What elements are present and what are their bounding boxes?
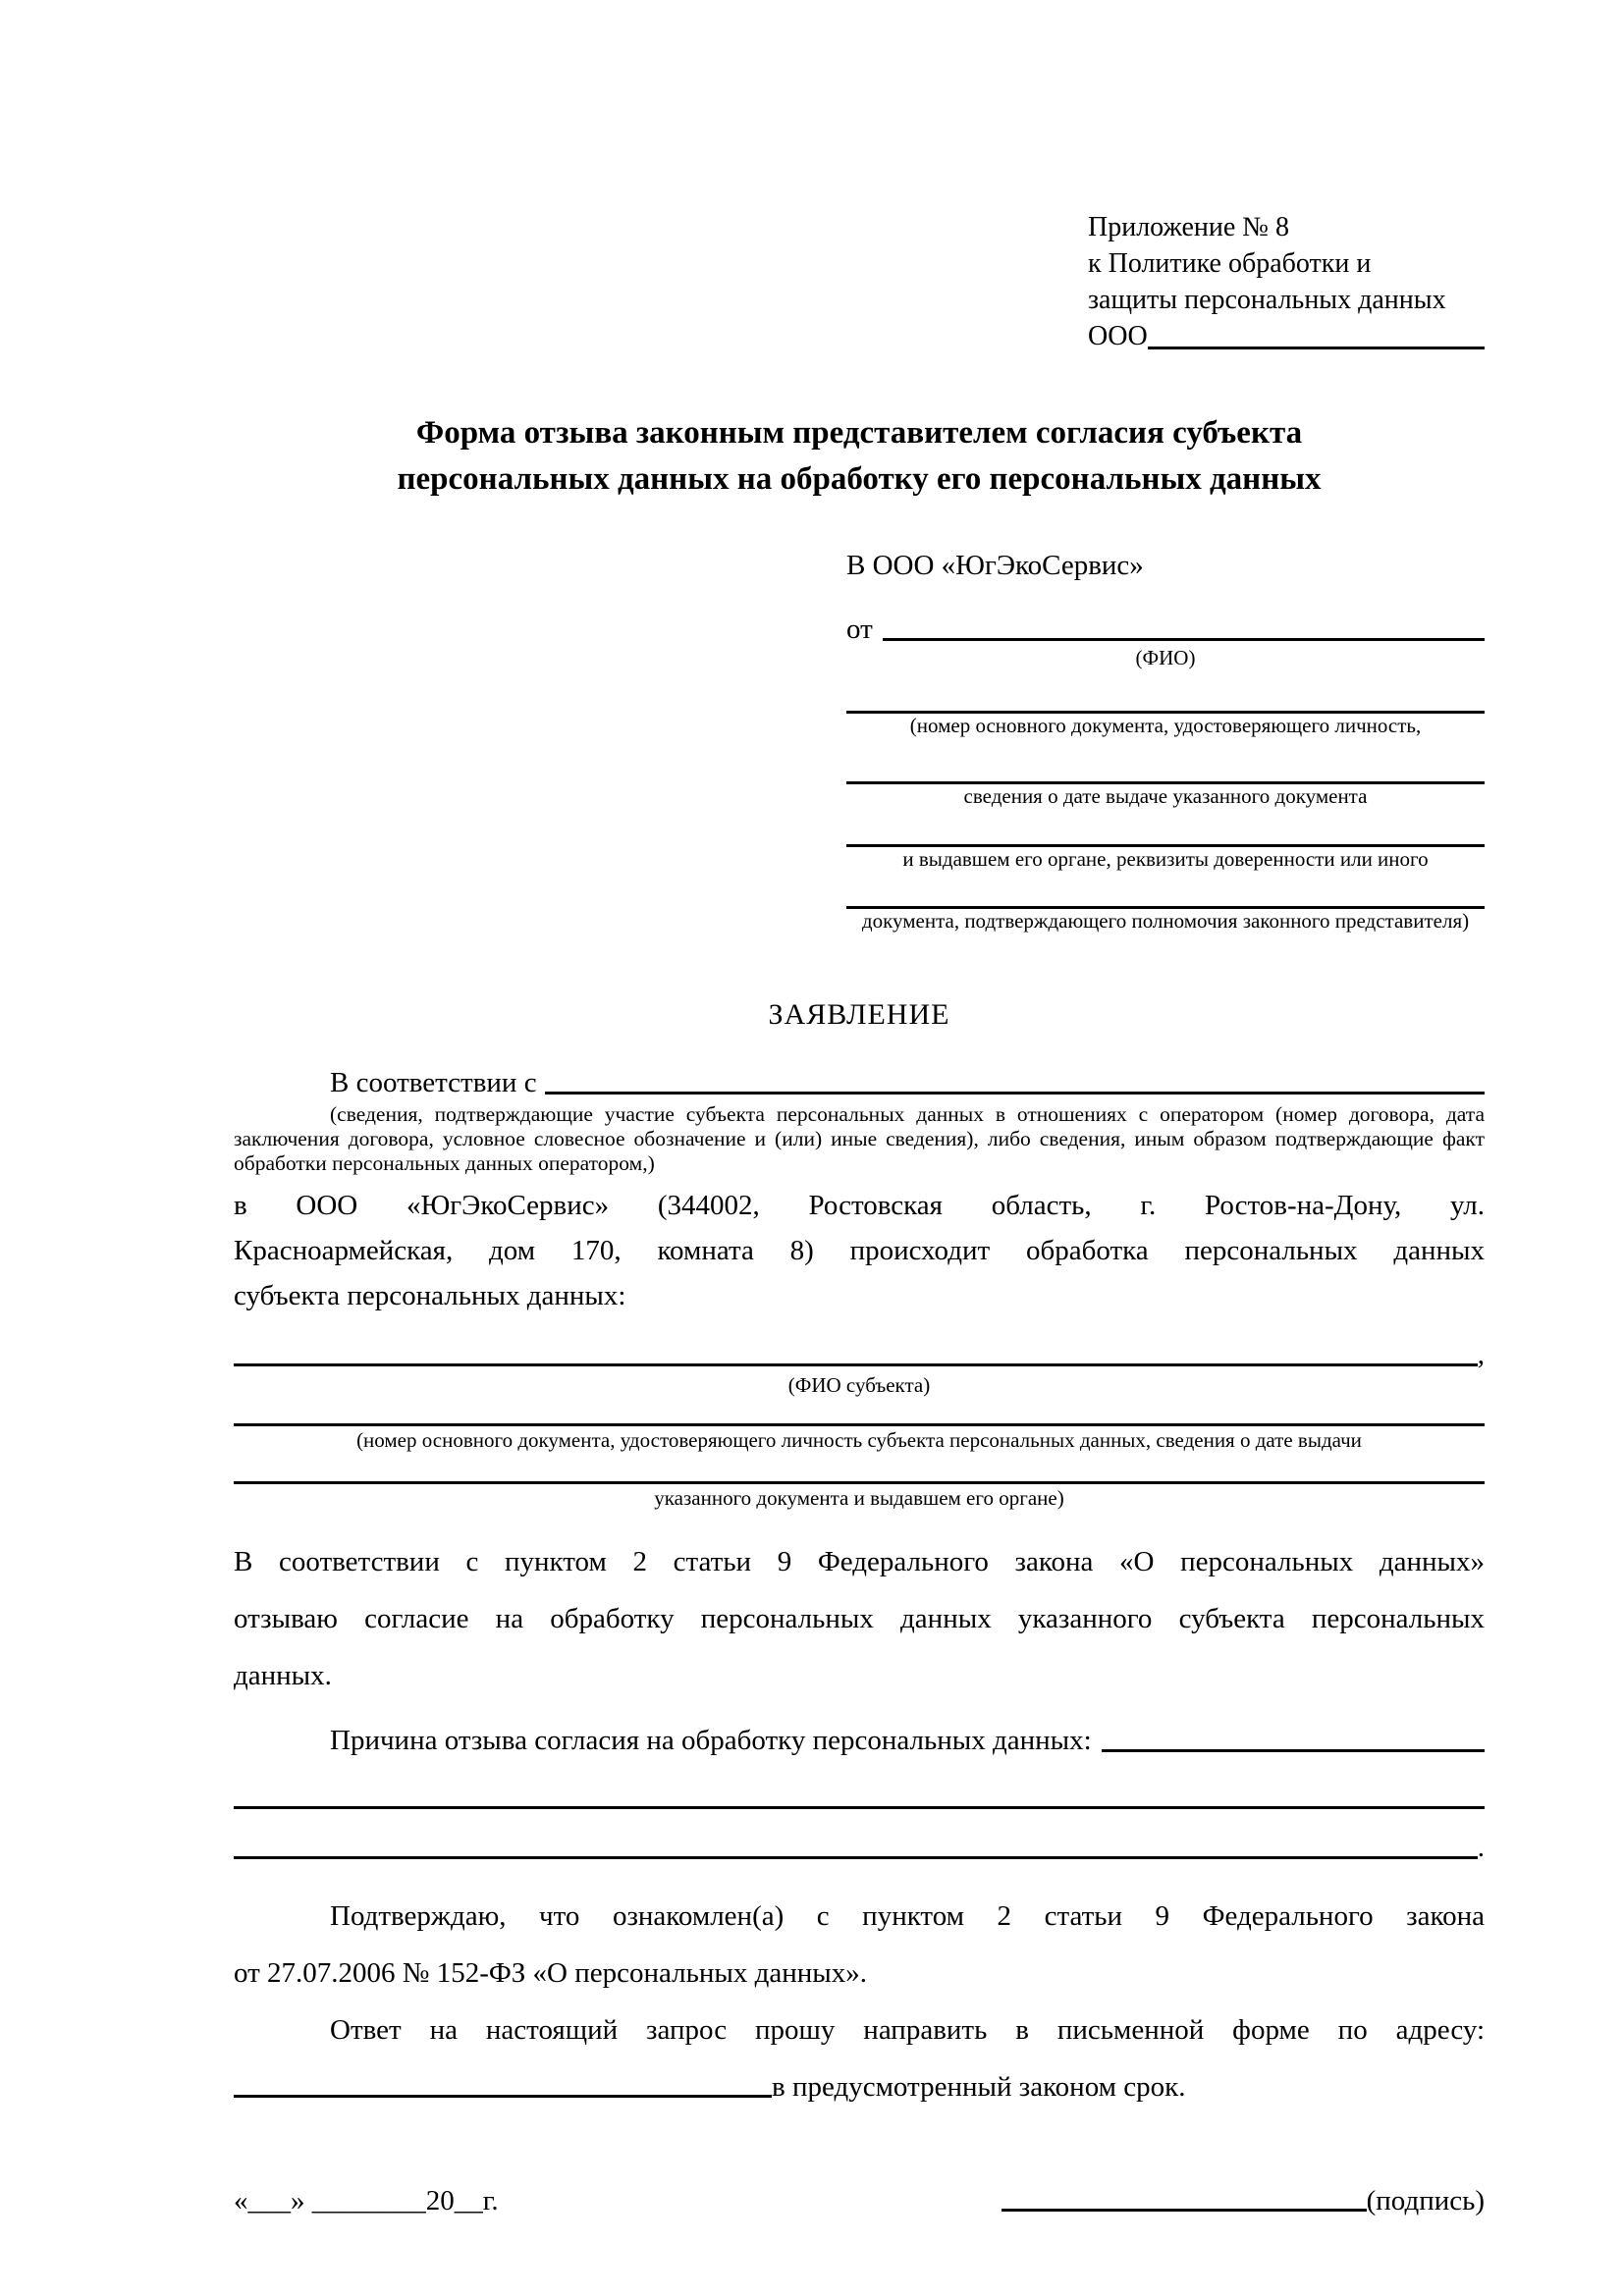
operator-note: (сведения, подтверждающие участие субъекта персональных данных в отношениях с оператором (номер договора, дата заключения договора, условное словесное обозначение и (или) иные сведения), либо сведения, иным образом подтверждающие факт обработки персональных данных оператором,) [234,1102,1485,1175]
reason-free-line-2-row [234,1829,1485,1864]
title-line-2: персональных данных на обработку его персональных данных [397,461,1322,497]
annex-line-3: защиты персональных данных [1088,285,1446,315]
processing-line-1: в ООО «ЮгЭкоСервис» (344002, Ростовская область, г. Ростов-на-Дону, ул. [234,1190,1485,1221]
signature-group [1001,2185,1485,2217]
doc-caption-3: и выдавшем его органе, реквизиты доверенности или иного [902,847,1429,871]
reason-row [234,1714,1485,1757]
in-accordance-blank-line [545,1092,1485,1095]
reply-address-row [234,2060,1485,2104]
confirmation-line-2: от 27.07.2006 № 152-ФЗ «О персональных данных». [234,1957,868,1989]
title-line-1: Форма отзыва законным представителем согласия субъекта [415,415,1303,451]
subject-fio-comma: , [1477,1339,1485,1370]
processing-paragraph [234,1183,1485,1318]
ooo-blank-line [1148,347,1485,349]
processing-line-3: субъекта персональных данных: [234,1280,626,1311]
confirmation-line-1: Подтверждаю, что ознакомлен(а) с пунктом 2 статьи 9 Федерального закона [330,1900,1485,1932]
from-blank-line [883,638,1485,641]
date-field: «___» ________20__г. [234,2185,499,2216]
in-accordance-label: В соответствии с [330,1067,537,1098]
doc-caption-2: сведения о дате выдаче указанного документа [963,784,1368,808]
withdrawal-line-1: В соответствии с пунктом 2 статьи 9 Федерального закона «О персональных данных» [234,1546,1485,1577]
signature-blank-line [1001,2209,1367,2212]
form-title [234,410,1485,503]
reply-paragraph [234,2002,1485,2058]
confirmation-paragraph [234,1888,1485,2002]
annex-note [1088,0,1485,354]
from-label: от [846,614,873,645]
annex-line-2: к Политике обработки и [1088,248,1372,279]
annex-ooo-row [1088,318,1485,354]
reply-tail: в предусмотренный законом срок. [772,2071,1186,2103]
subject-doc-caption-2: указанного документа и выдавшем его органе) [654,1486,1064,1510]
withdrawal-line-2: отзываю согласие на обработку персональных данных указанного субъекта персональных [234,1603,1485,1634]
doc-caption-4: документа, подтверждающего полномочия законного представителя) [861,909,1470,933]
withdrawal-line-3: данных. [234,1660,332,1691]
doc-caption-1: (номер основного документа, удостоверяющего личность, [909,714,1422,737]
reply-line: Ответ на настоящий запрос прошу направить в письменной форме по адресу: [330,2014,1485,2046]
subject-fio-caption: (ФИО субъекта) [787,1373,931,1397]
in-accordance-row [234,1060,1485,1099]
statement-heading: ЗАЯВЛЕНИЕ [768,998,950,1031]
reply-address-blank-line [234,2095,772,2098]
from-row [846,601,1485,646]
subject-fio-blank-line [234,1363,1478,1366]
subject-fio-row [234,1336,1485,1371]
ooo-label: ООО [1088,321,1148,351]
signature-caption: (подпись) [1366,2185,1485,2216]
addressee-block [846,546,1485,933]
fio-caption: (ФИО) [1135,646,1196,669]
withdrawal-paragraph [234,1533,1485,1704]
footer-row [234,2174,1485,2217]
reason-blank-line [1102,1749,1485,1752]
reason-free-line-1 [234,1806,1485,1809]
reason-free-line-2 [234,1856,1478,1859]
reason-period: . [1477,1832,1485,1863]
addressee-company: В ООО «ЮгЭкоСервис» [846,550,1144,581]
subject-doc-caption-1: (номер основного документа, удостоверяющего личность субъекта персональных данных, сведения о дате выдачи [356,1428,1362,1452]
annex-line-1: Приложение № 8 [1088,212,1289,242]
processing-line-2: Красноармейская, дом 170, комната 8) происходит обработка персональных данных [234,1235,1485,1266]
reason-label: Причина отзыва согласия на обработку персональных данных: [330,1725,1092,1756]
subject-doc-blank-line-2 [234,1481,1485,1484]
subject-doc-blank-line-1 [234,1423,1485,1426]
